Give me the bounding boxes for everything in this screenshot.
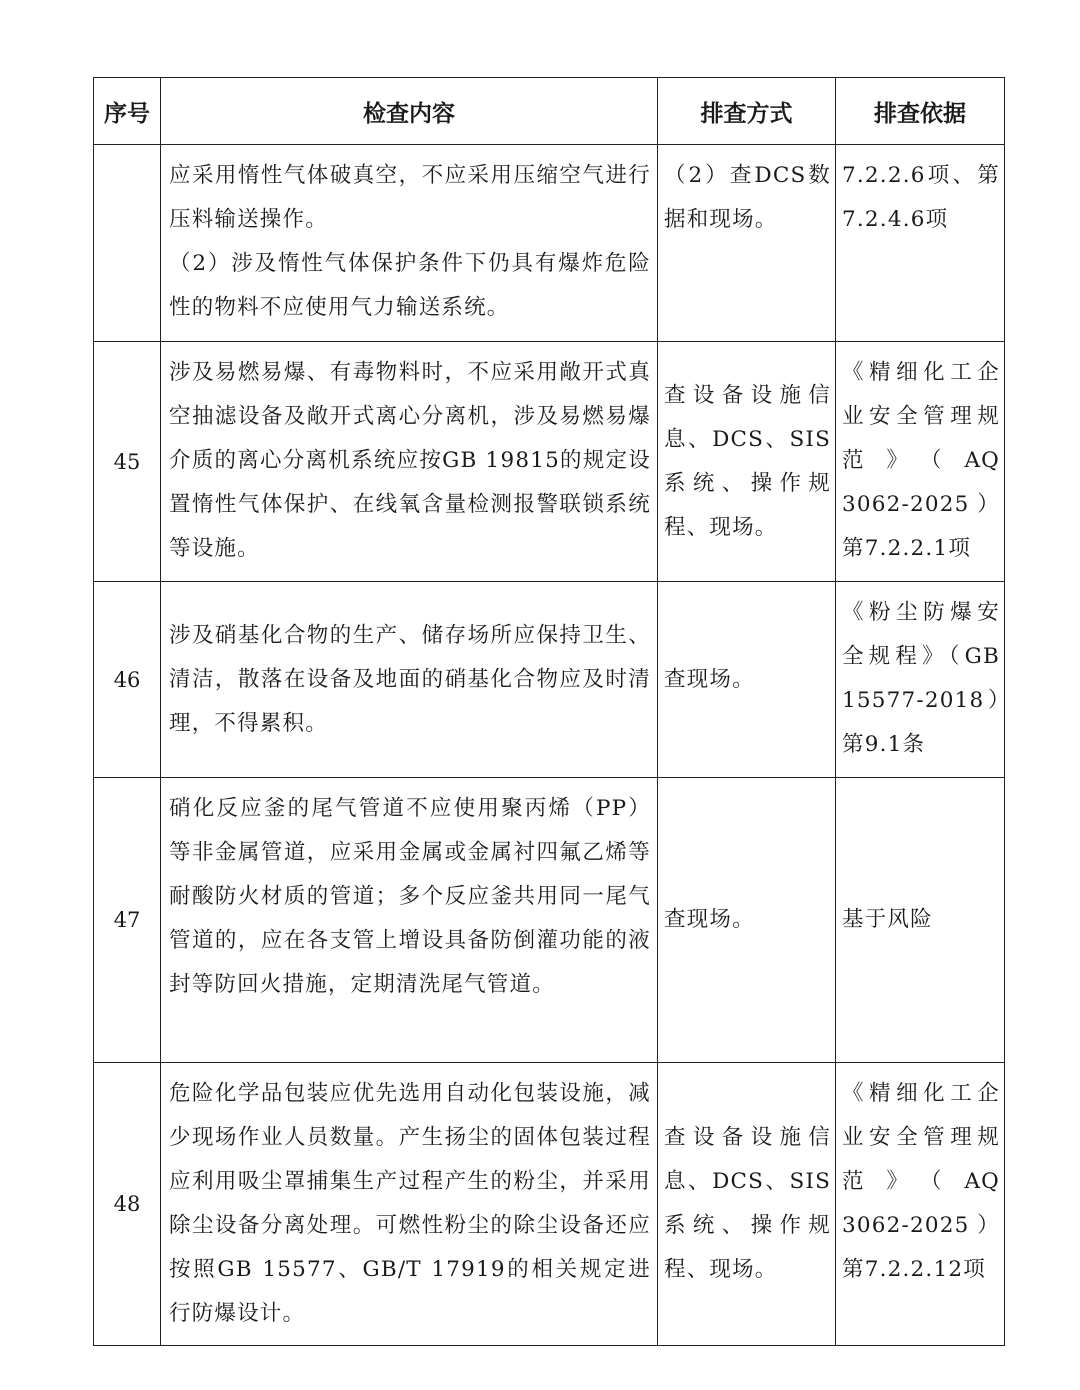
row-content	[161, 1063, 658, 1346]
table-row	[94, 1063, 1005, 1346]
row-method	[658, 778, 836, 1063]
row-basis-text: 基于风险	[842, 907, 933, 932]
row-content-paragraph: （2）涉及惰性气体保护条件下仍具有爆炸危险性的物料不应使用气力输送系统。	[169, 251, 651, 320]
row-basis	[836, 1063, 1005, 1346]
row-content	[161, 145, 658, 342]
row-method	[658, 145, 836, 342]
row-basis	[836, 145, 1005, 342]
row-method-text: 查现场。	[664, 666, 755, 692]
header-method: 排查方式	[658, 78, 836, 145]
row-method-text: （2）查DCS数据和现场。	[664, 163, 831, 232]
row-method	[658, 1063, 836, 1346]
table-body	[94, 145, 1005, 1346]
table-header	[94, 78, 1005, 145]
row-method-text: 查设备设施信息、DCS、SIS系统、操作规程、现场。	[664, 382, 831, 540]
row-num	[94, 145, 161, 342]
row-content-paragraph: 涉及硝基化合物的生产、储存场所应保持卫生、清洁，散落在设备及地面的硝基化合物应及时清理，不得累积。	[169, 622, 651, 736]
table-row	[94, 778, 1005, 1063]
row-basis-text: 《精细化工企业安全管理规范》（AQ 3062-2025）第7.2.2.12项	[842, 1081, 1000, 1282]
header-num: 序号	[94, 78, 161, 145]
row-num: 45	[94, 342, 161, 582]
row-method	[658, 342, 836, 582]
header-content: 检查内容	[161, 78, 658, 145]
row-method	[658, 582, 836, 778]
row-basis	[836, 582, 1005, 778]
table-row	[94, 342, 1005, 582]
table-row	[94, 145, 1005, 342]
row-basis-text: 7.2.2.6项、第7.2.4.6项	[842, 163, 1000, 232]
row-num: 48	[94, 1063, 161, 1346]
row-method-text: 查现场。	[664, 907, 755, 932]
row-basis	[836, 342, 1005, 582]
row-basis	[836, 778, 1005, 1063]
row-content	[161, 342, 658, 582]
row-method-text: 查设备设施信息、DCS、SIS系统、操作规程、现场。	[664, 1125, 831, 1282]
row-basis-text: 《精细化工企业安全管理规范》（AQ 3062-2025）第7.2.2.1项	[842, 360, 1000, 561]
row-num: 46	[94, 582, 161, 778]
inspection-table	[93, 77, 1005, 1346]
row-content-paragraph: 危险化学品包装应优先选用自动化包装设施，减少现场作业人员数量。产生扬尘的固体包装过程应利用吸尘罩捕集生产过程产生的粉尘，并采用除尘设备分离处理。可燃性粉尘的除尘设备还应按照GB 15577、GB/T 17919的相关规定进行防爆设计。	[169, 1081, 651, 1326]
row-content	[161, 582, 658, 778]
header-basis: 排查依据	[836, 78, 1005, 145]
row-content	[161, 778, 658, 1063]
header-row	[94, 78, 1005, 145]
row-content-paragraph: 涉及易燃易爆、有毒物料时，不应采用敞开式真空抽滤设备及敞开式离心分离机，涉及易燃易爆介质的离心分离机系统应按GB 19815的规定设置惰性气体保护、在线氧含量检测报警联锁系统等设施。	[169, 360, 651, 561]
row-content-paragraph: 硝化反应釜的尾气管道不应使用聚丙烯（PP）等非金属管道，应采用金属或金属衬四氟乙烯等耐酸防火材质的管道；多个反应釜共用同一尾气管道的，应在各支管上增设具备防倒灌功能的液封等防回火措施，定期清洗尾气管道。	[169, 796, 651, 997]
row-num: 47	[94, 778, 161, 1063]
table-row	[94, 582, 1005, 778]
row-content-paragraph: 应采用惰性气体破真空，不应采用压缩空气进行压料输送操作。	[169, 163, 651, 232]
row-basis-text: 《粉尘防爆安全规程》（GB 15577-2018）第9.1条	[842, 600, 1000, 757]
